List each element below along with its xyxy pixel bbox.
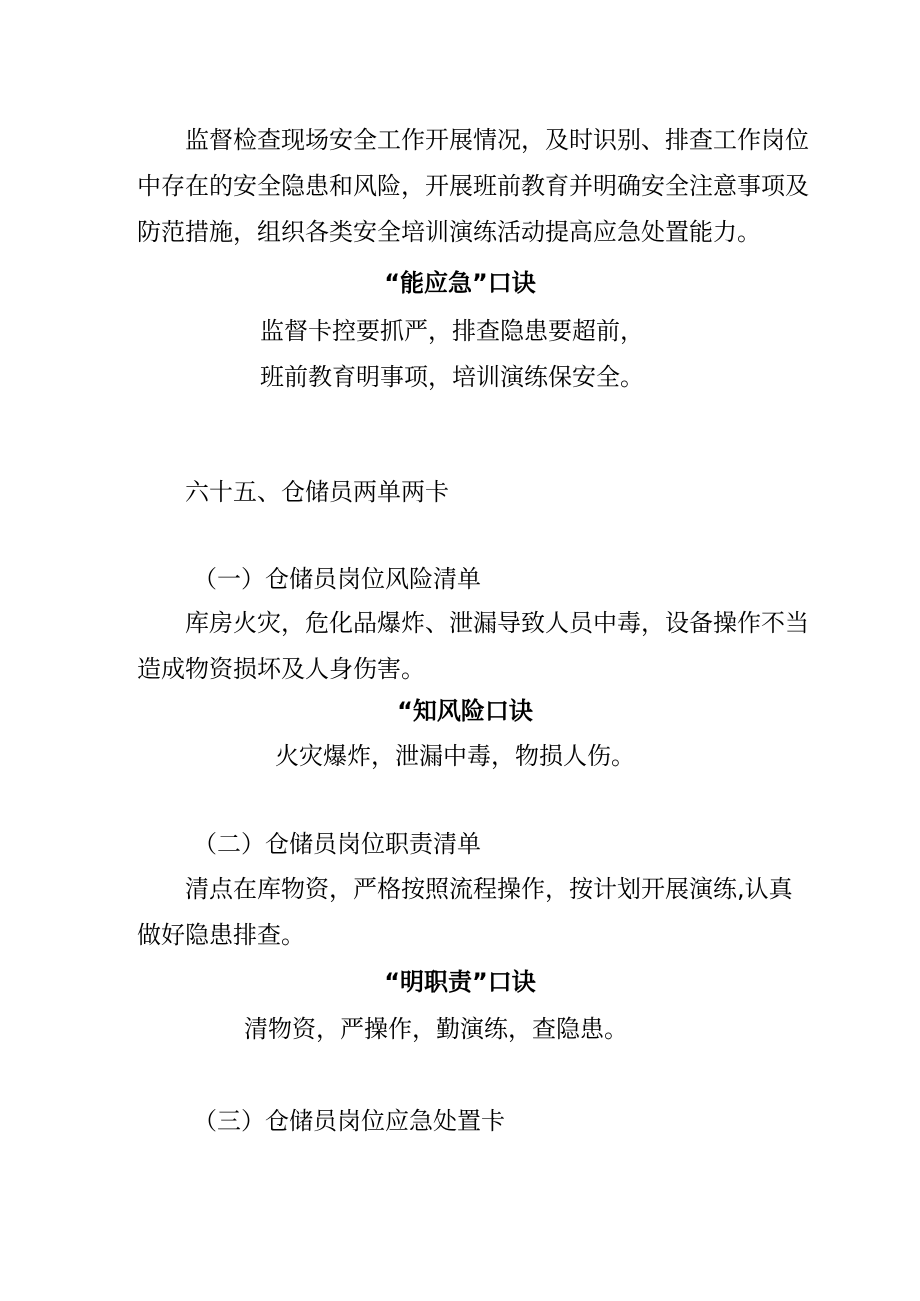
paragraph-line: 监督检查现场安全工作开展情况，及时识别、排查工作岗位: [185, 126, 809, 154]
paragraph-line: 清点在库物资，严格按照流程操作，按计划开展演练,认真: [185, 875, 793, 903]
rhyme-title-emergency: “能应急”口诀: [384, 269, 536, 297]
rhyme-title-duty: “明职责”口诀: [384, 968, 536, 996]
paragraph-line: 中存在的安全隐患和风险，开展班前教育并明确安全注意事项及: [137, 172, 809, 200]
body-paragraph-duty: [137, 866, 793, 958]
paragraph-line: 做好隐患排查。: [137, 921, 305, 949]
paragraph-line: 防范措施，组织各类安全培训演练活动提高应急处置能力。: [137, 218, 761, 246]
chapter-title: 六十五、仓储员两单两卡: [185, 478, 449, 506]
paragraph-line: 库房火灾，危化品爆炸、泄漏导致人员中毒，设备操作不当: [185, 609, 809, 637]
section-heading-risk: （一）仓储员岗位风险清单: [193, 565, 481, 593]
rhyme-line: 火灾爆炸，泄漏中毒，物损人伤。: [275, 742, 635, 770]
rhyme-line: 监督卡控要抓严，排查隐患要超前，: [260, 317, 644, 345]
paragraph-line: 造成物资损坏及人身伤害。: [137, 655, 425, 683]
rhyme-title-risk: “知风险口诀: [397, 697, 533, 725]
rhyme-line: 班前教育明事项，培训演练保安全。: [260, 363, 644, 391]
body-paragraph-emergency: [137, 117, 809, 255]
section-heading-duty: （二）仓储员岗位职责清单: [193, 830, 481, 858]
section-heading-emergency-card: （三）仓储员岗位应急处置卡: [193, 1107, 505, 1135]
rhyme-line: 清物资，严操作，勤演练，查隐患。: [244, 1015, 628, 1043]
body-paragraph-risk: [137, 600, 809, 692]
